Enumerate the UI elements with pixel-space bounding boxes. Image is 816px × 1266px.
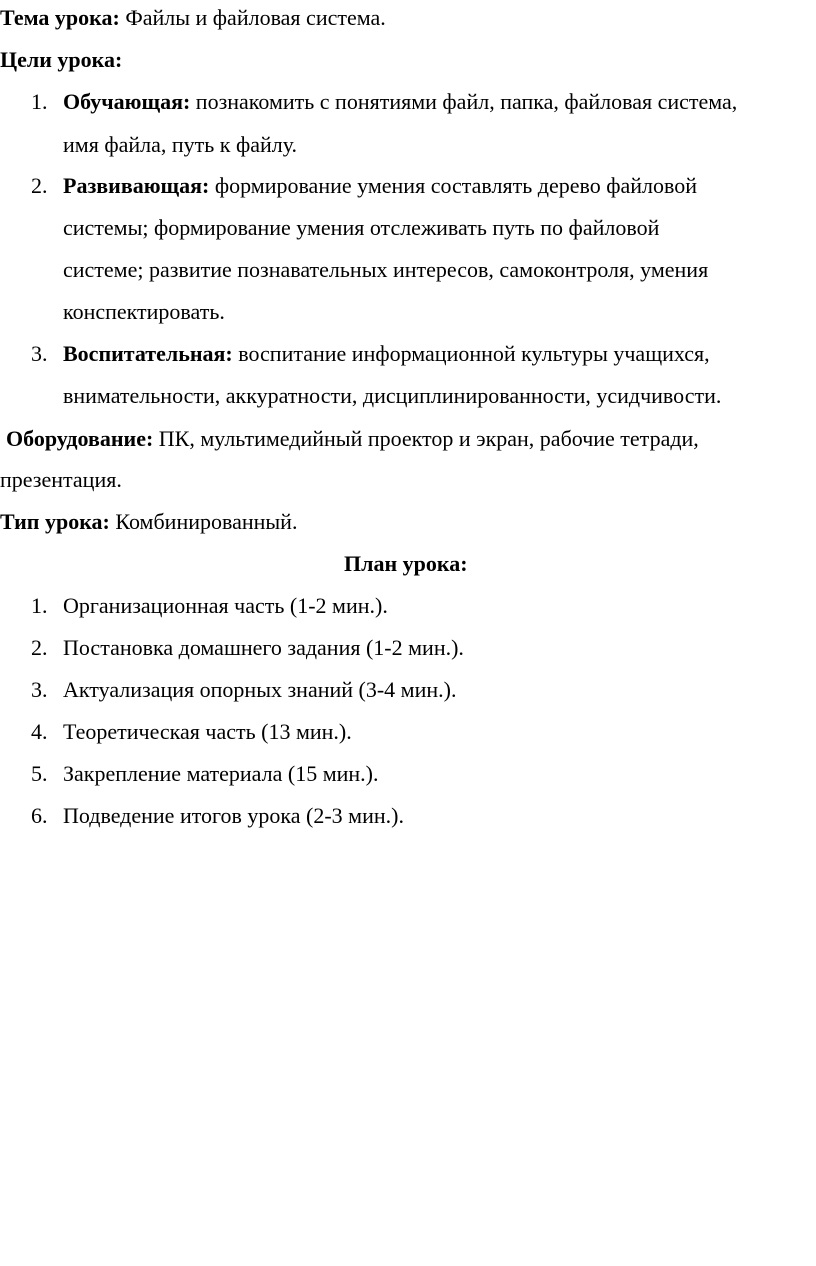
plan-item-6-number: 6. xyxy=(31,803,48,828)
goal-1-number: 1. xyxy=(31,89,48,114)
goal-2-line-4: конспектировать. xyxy=(63,299,225,324)
goal-1-line-2: имя файла, путь к файлу. xyxy=(63,132,298,157)
topic-line xyxy=(0,4,386,32)
plan-item-2: Постановка домашнего задания (1-2 мин.). xyxy=(63,635,464,660)
goal-3-line-2: внимательности, аккуратности, дисциплинированности, усидчивости. xyxy=(63,383,722,408)
goal-3-line-1: Воспитательная: воспитание информационной культуры учащихся, xyxy=(63,341,710,366)
goal-1-label: Обучающая: xyxy=(63,89,191,114)
goal-3-number: 3. xyxy=(31,341,48,366)
plan-item-1-number: 1. xyxy=(31,593,48,618)
goal-3-label: Воспитательная: xyxy=(63,341,233,366)
goal-2-line-1: Развивающая: формирование умения составлять дерево файловой xyxy=(63,173,698,198)
goals-heading: Цели урока: xyxy=(0,47,123,72)
plan-item-4-number: 4. xyxy=(31,719,48,744)
plan-item-5-number: 5. xyxy=(31,761,48,786)
plan-item-4: Теоретическая часть (13 мин.). xyxy=(63,719,352,744)
goal-2-number: 2. xyxy=(31,173,48,198)
plan-item-3: Актуализация опорных знаний (3-4 мин.). xyxy=(63,677,457,702)
goal-1-line-1: Обучающая: познакомить с понятиями файл, папка, файловая система, xyxy=(63,89,738,114)
goal-2-line-3: системе; развитие познавательных интересов, самоконтроля, умения xyxy=(63,257,709,282)
equipment-line-1: Оборудование: ПК, мультимедийный проектор и экран, рабочие тетради, xyxy=(6,426,699,451)
plan-item-1: Организационная часть (1-2 мин.). xyxy=(63,593,388,618)
topic-label: Тема урока: xyxy=(0,5,120,30)
goal-2-label: Развивающая: xyxy=(63,173,210,198)
lesson-type-label: Тип урока: xyxy=(0,509,110,534)
plan-item-6: Подведение итогов урока (2-3 мин.). xyxy=(63,803,404,828)
goal-2-line-2: системы; формирование умения отслеживать путь по файловой xyxy=(63,215,660,240)
equipment-label: Оборудование: xyxy=(6,426,154,451)
topic-value: Файлы и файловая система. xyxy=(119,5,386,30)
plan-item-3-number: 3. xyxy=(31,677,48,702)
plan-item-2-number: 2. xyxy=(31,635,48,660)
equipment-line-2: презентация. xyxy=(0,467,122,492)
plan-heading: План урока: xyxy=(344,551,468,576)
plan-item-5: Закрепление материала (15 мин.). xyxy=(63,761,379,786)
lesson-type-line: Тип урока: Комбинированный. xyxy=(0,509,298,534)
